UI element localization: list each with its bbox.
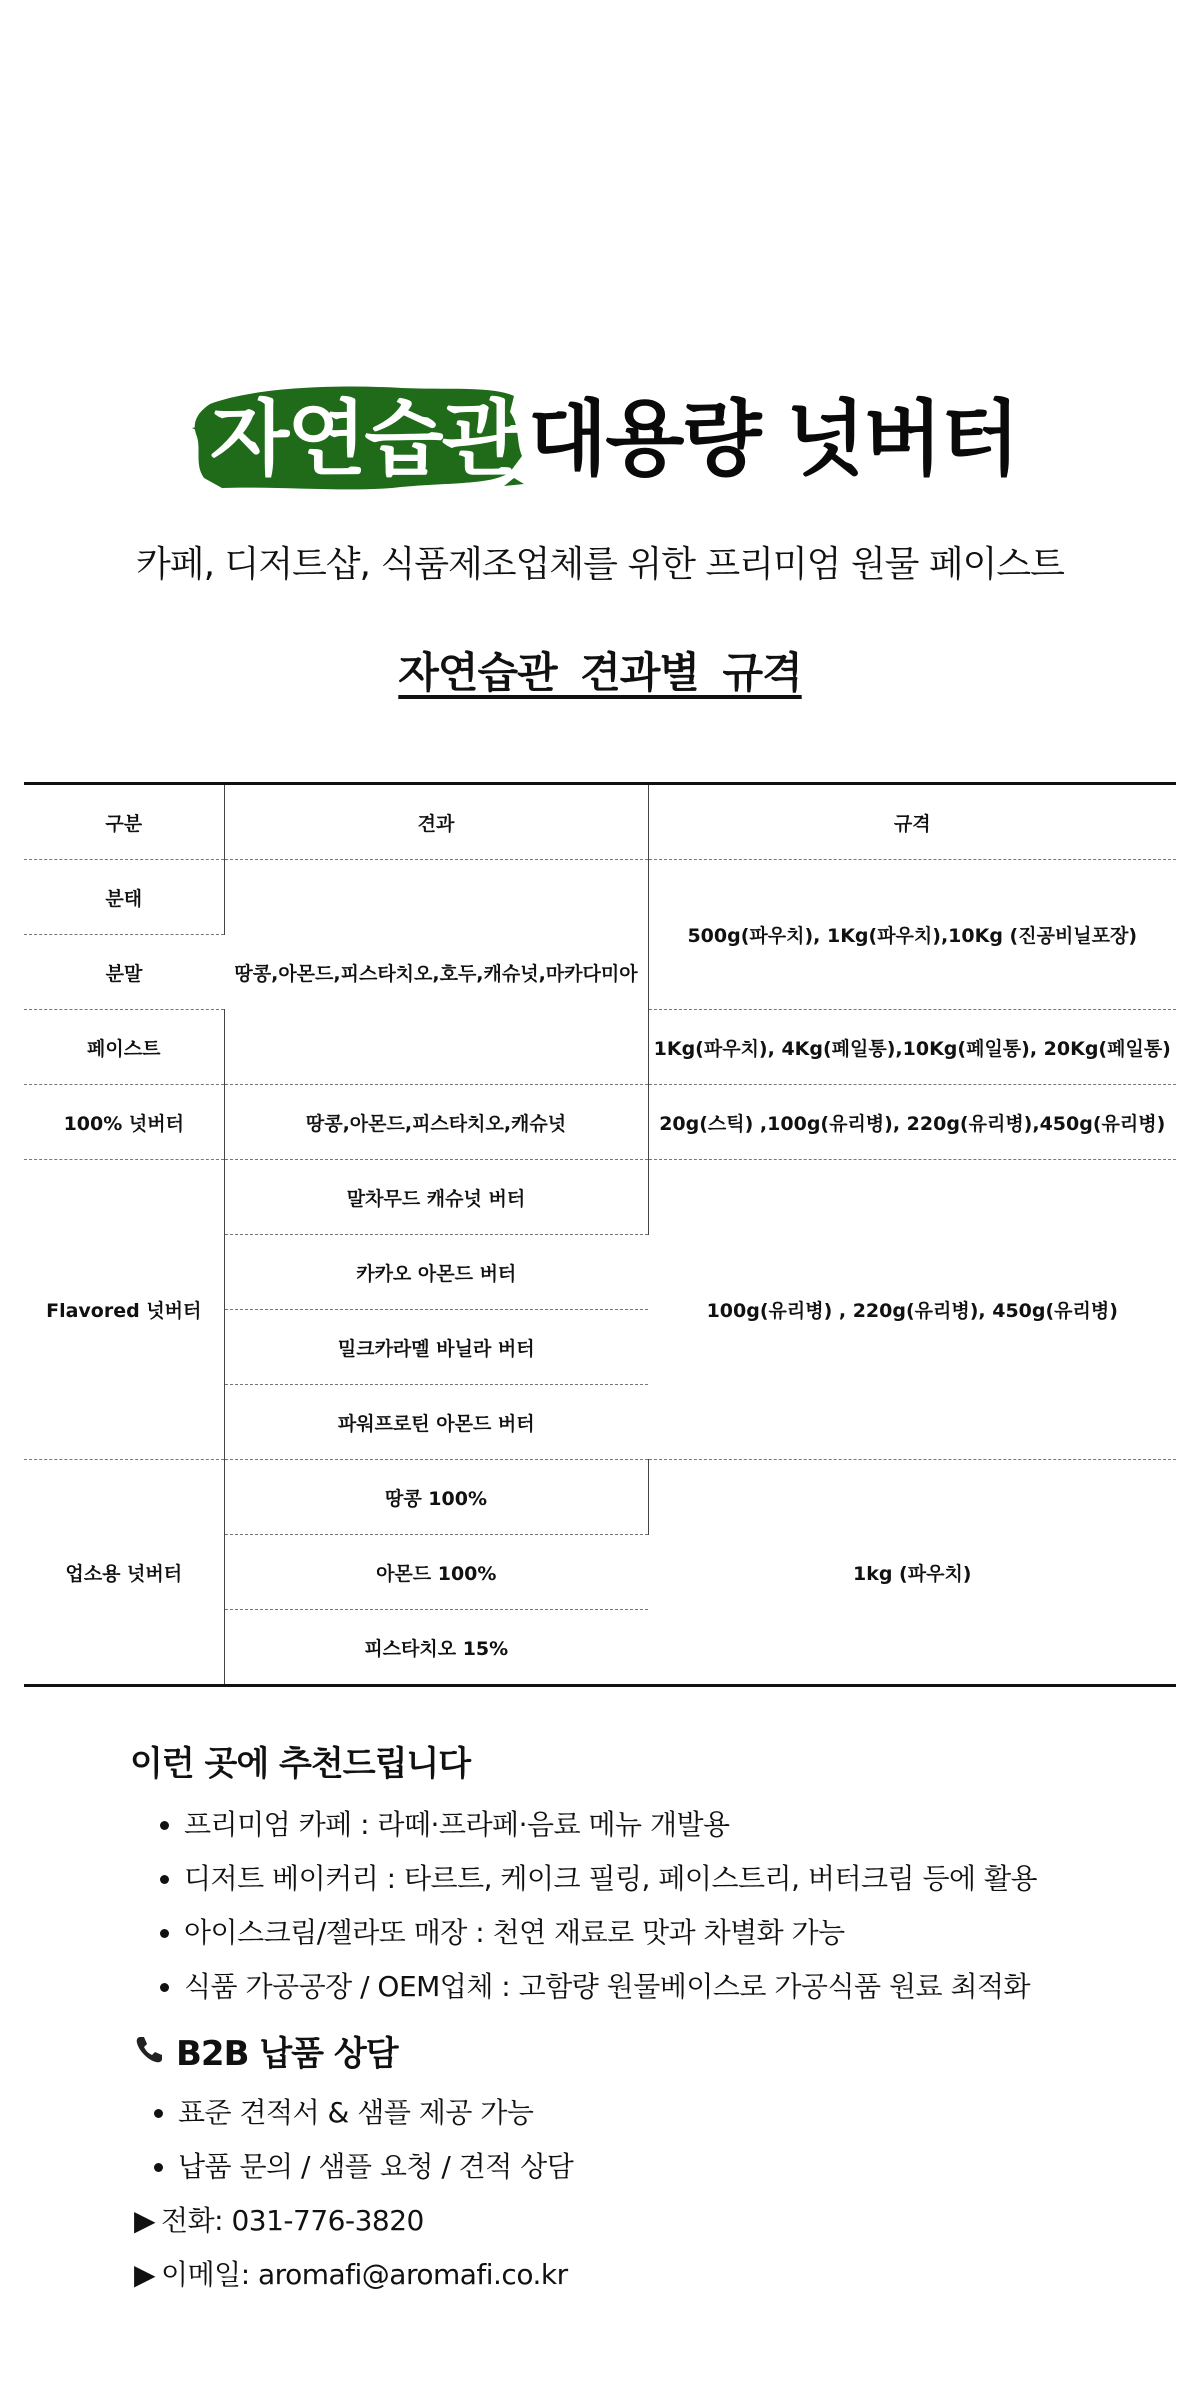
nuts-cell: 땅콩,아몬드,피스타치오,캐슈넛 xyxy=(224,1085,648,1160)
b2b-section xyxy=(134,2030,1134,2302)
category-cell: 업소용 넛버터 xyxy=(24,1460,224,1686)
table-row xyxy=(24,1085,1176,1160)
spec-cell: 100g(유리병) , 220g(유리병), 450g(유리병) xyxy=(648,1160,1176,1460)
header-category: 구분 xyxy=(24,784,224,860)
nuts-cell: 땅콩 100% xyxy=(224,1460,648,1535)
category-cell: 100% 넛버터 xyxy=(24,1085,224,1160)
page-title xyxy=(0,372,1200,492)
table-row xyxy=(24,1160,1176,1235)
list-item: • 납품 문의 / 샘플 요청 / 견적 상담 xyxy=(178,2140,1134,2194)
list-item: • 디저트 베이커리 : 타르트, 케이크 필링, 페이스트리, 버터크림 등에 활용 xyxy=(184,1852,1130,1906)
category-cell: 페이스트 xyxy=(24,1010,224,1085)
category-cell: 분태 xyxy=(24,860,224,935)
list-item: • 아이스크림/젤라또 매장 : 천연 재료로 맛과 차별화 가능 xyxy=(184,1906,1130,1960)
section-title xyxy=(0,640,1200,700)
b2b-heading xyxy=(134,2030,1134,2078)
title-product: 대용량 넛버터 xyxy=(528,392,1018,487)
recommend-heading: 이런 곳에 추천드립니다 xyxy=(130,1744,471,1784)
table-row xyxy=(24,860,1176,935)
b2b-list xyxy=(134,2086,1134,2194)
phone-contact xyxy=(134,2194,1134,2248)
list-item: • 식품 가공공장 / OEM업체 : 고함량 원물베이스로 가공식품 원료 최적화 xyxy=(184,1960,1130,2014)
spec-cell: 20g(스틱) ,100g(유리병), 220g(유리병),450g(유리병) xyxy=(648,1085,1176,1160)
nuts-cell: 카카오 아몬드 버터 xyxy=(224,1235,648,1310)
brand-name: 자연습관 xyxy=(210,392,519,487)
email-text[interactable]: 이메일: aromafi@aromafi.co.kr xyxy=(161,2258,568,2291)
nuts-cell: 아몬드 100% xyxy=(224,1535,648,1610)
list-item: • 프리미엄 카페 : 라떼·프라페·음료 메뉴 개발용 xyxy=(184,1798,1130,1852)
list-item: • 표준 견적서 & 샘플 제공 가능 xyxy=(178,2086,1134,2140)
nuts-cell: 피스타치오 15% xyxy=(224,1610,648,1686)
email-contact xyxy=(134,2248,1134,2302)
spec-cell: 1Kg(파우치), 4Kg(페일통),10Kg(페일통), 20Kg(페일통) xyxy=(648,1010,1176,1085)
recommend-list xyxy=(130,1798,1130,2014)
header-nuts: 견과 xyxy=(224,784,648,860)
table-header-row xyxy=(24,784,1176,860)
nuts-cell: 말차무드 캐슈넛 버터 xyxy=(224,1160,648,1235)
category-cell: 분말 xyxy=(24,935,224,1010)
spec-cell: 1kg (파우치) xyxy=(648,1460,1176,1686)
nuts-cell: 땅콩,아몬드,피스타치오,호두,캐슈넛,마카다미아 xyxy=(224,860,648,1085)
phone-icon xyxy=(134,2030,170,2078)
nuts-cell: 파워프로틴 아몬드 버터 xyxy=(224,1385,648,1460)
table-row xyxy=(24,1460,1176,1535)
b2b-heading-text: B2B 납품 상담 xyxy=(176,2034,398,2074)
subtitle: 카페, 디저트샵, 식품제조업체를 위한 프리미엄 원물 페이스트 xyxy=(136,544,1064,585)
section-title-text: 자연습관 견과별 규격 xyxy=(398,648,802,697)
phone-text[interactable]: 전화: 031-776-3820 xyxy=(161,2204,424,2237)
arrow-right-icon: ▶ xyxy=(134,2258,156,2291)
recommend-section xyxy=(130,1740,1130,2014)
arrow-right-icon: ▶ xyxy=(134,2204,156,2237)
spec-cell: 500g(파우치), 1Kg(파우치),10Kg (진공비닐포장) xyxy=(648,860,1176,1010)
spec-table xyxy=(24,782,1176,1687)
nuts-cell: 밀크카라멜 바닐라 버터 xyxy=(224,1310,648,1385)
category-cell: Flavored 넛버터 xyxy=(24,1160,224,1460)
header-spec: 규격 xyxy=(648,784,1176,860)
